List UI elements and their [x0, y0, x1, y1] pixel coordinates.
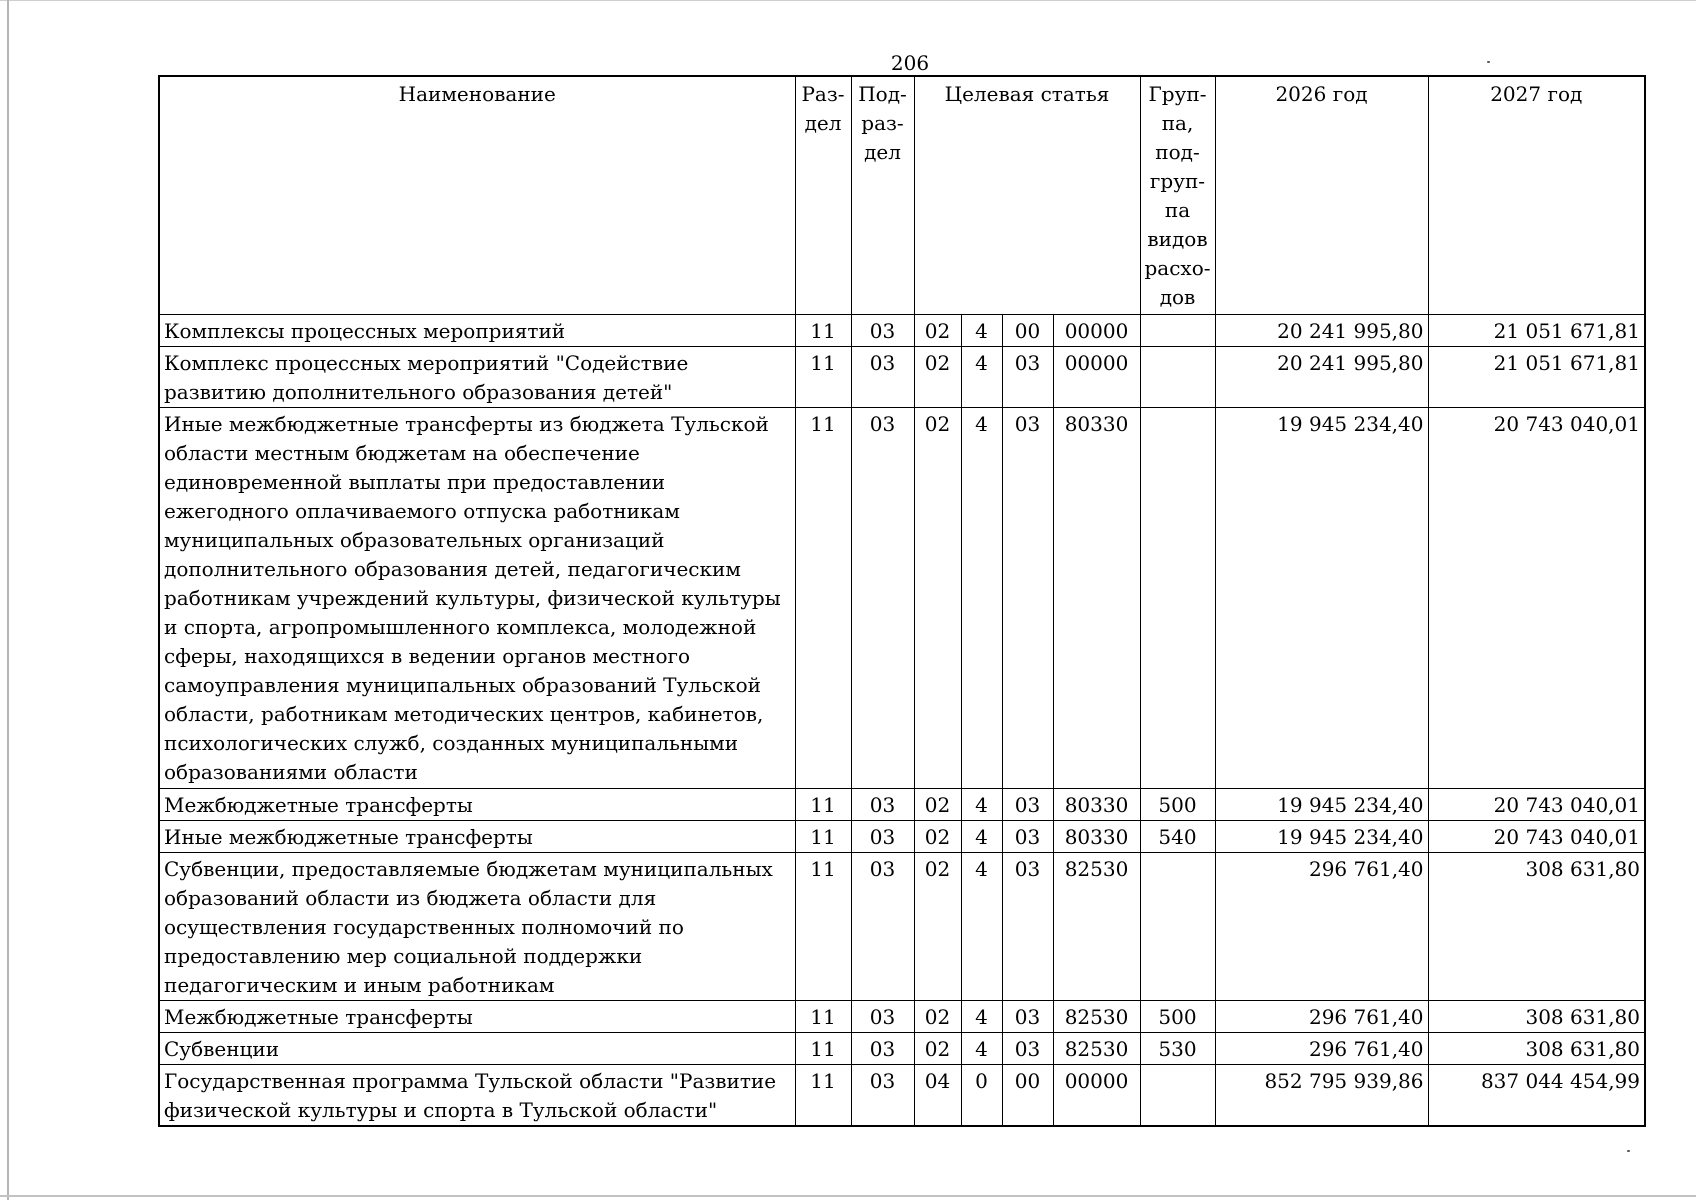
row-amount-2026: 296 761,40 — [1215, 1001, 1428, 1033]
row-razdel: 11 — [795, 1065, 851, 1127]
table-row — [159, 821, 1645, 853]
row-name: Иные межбюджетные трансферты из бюджета Тульской области местным бюджетам на обеспечение единовременной выплаты при предоставлении ежегодного оплачиваемого отпуска работникам муниципальных образовательных организаций дополнительного образования детей, педагогическим работникам учреждений культуры, физической культуры и спорта, агропромышленного комплекса, молодежной сферы, находящихся в ведении органов местного самоуправления муниципальных образований Тульской области, работникам методических центров, кабинетов, психологических служб, созданных муниципальными образованиями области — [159, 408, 795, 789]
row-amount-2026: 19 945 234,40 — [1215, 408, 1428, 789]
row-target-type: 4 — [961, 853, 1002, 1001]
header-group: Груп- па, под- груп- па видов расхо- дов — [1140, 76, 1215, 315]
table-row — [159, 408, 1645, 789]
row-amount-2026: 20 241 995,80 — [1215, 315, 1428, 347]
row-target-direction: 00000 — [1053, 315, 1140, 347]
scan-edge-bottom — [0, 1195, 1696, 1197]
header-target-article: Целевая статья — [914, 76, 1140, 315]
row-amount-2027: 308 631,80 — [1428, 1001, 1645, 1033]
row-podrazdel: 03 — [851, 408, 914, 789]
table-row — [159, 853, 1645, 1001]
row-target-program: 02 — [914, 1033, 961, 1065]
row-amount-2026: 20 241 995,80 — [1215, 347, 1428, 408]
table-row — [159, 1065, 1645, 1127]
row-razdel: 11 — [795, 1033, 851, 1065]
row-target-element: 03 — [1002, 789, 1053, 821]
row-group: 530 — [1140, 1033, 1215, 1065]
row-amount-2026: 296 761,40 — [1215, 1033, 1428, 1065]
row-target-program: 02 — [914, 408, 961, 789]
row-group — [1140, 315, 1215, 347]
table-row — [159, 1033, 1645, 1065]
row-target-element: 03 — [1002, 1001, 1053, 1033]
row-amount-2027: 308 631,80 — [1428, 853, 1645, 1001]
row-target-program: 04 — [914, 1065, 961, 1127]
row-podrazdel: 03 — [851, 1033, 914, 1065]
row-target-element: 00 — [1002, 315, 1053, 347]
row-target-element: 00 — [1002, 1065, 1053, 1127]
scan-speck — [1487, 61, 1490, 63]
row-name: Иные межбюджетные трансферты — [159, 821, 795, 853]
row-name: Межбюджетные трансферты — [159, 789, 795, 821]
table-row — [159, 789, 1645, 821]
row-razdel: 11 — [795, 821, 851, 853]
row-target-type: 4 — [961, 408, 1002, 789]
row-amount-2026: 19 945 234,40 — [1215, 821, 1428, 853]
row-target-direction: 80330 — [1053, 789, 1140, 821]
row-razdel: 11 — [795, 347, 851, 408]
scan-edge-left — [7, 0, 9, 1200]
row-target-program: 02 — [914, 821, 961, 853]
row-amount-2027: 20 743 040,01 — [1428, 408, 1645, 789]
row-group — [1140, 408, 1215, 789]
row-target-type: 4 — [961, 347, 1002, 408]
row-amount-2027: 308 631,80 — [1428, 1033, 1645, 1065]
row-target-program: 02 — [914, 1001, 961, 1033]
row-podrazdel: 03 — [851, 853, 914, 1001]
row-target-direction: 00000 — [1053, 1065, 1140, 1127]
row-target-type: 4 — [961, 315, 1002, 347]
row-target-element: 03 — [1002, 347, 1053, 408]
row-target-direction: 00000 — [1053, 347, 1140, 408]
row-target-program: 02 — [914, 853, 961, 1001]
row-razdel: 11 — [795, 789, 851, 821]
row-target-direction: 82530 — [1053, 1001, 1140, 1033]
row-name: Субвенции — [159, 1033, 795, 1065]
row-group: 500 — [1140, 1001, 1215, 1033]
row-target-direction: 80330 — [1053, 821, 1140, 853]
row-name: Межбюджетные трансферты — [159, 1001, 795, 1033]
row-razdel: 11 — [795, 408, 851, 789]
row-target-element: 03 — [1002, 821, 1053, 853]
header-podrazdel: Под- раз- дел — [851, 76, 914, 315]
row-target-type: 0 — [961, 1065, 1002, 1127]
row-group: 540 — [1140, 821, 1215, 853]
row-target-type: 4 — [961, 1001, 1002, 1033]
row-target-type: 4 — [961, 1033, 1002, 1065]
row-target-direction: 80330 — [1053, 408, 1140, 789]
row-target-program: 02 — [914, 315, 961, 347]
row-target-element: 03 — [1002, 408, 1053, 789]
row-group — [1140, 853, 1215, 1001]
row-amount-2027: 21 051 671,81 — [1428, 347, 1645, 408]
header-razdel: Раз- дел — [795, 76, 851, 315]
row-target-type: 4 — [961, 789, 1002, 821]
row-target-element: 03 — [1002, 853, 1053, 1001]
budget-table — [158, 75, 1646, 1127]
row-target-type: 4 — [961, 821, 1002, 853]
row-amount-2026: 852 795 939,86 — [1215, 1065, 1428, 1127]
row-amount-2026: 19 945 234,40 — [1215, 789, 1428, 821]
row-podrazdel: 03 — [851, 1001, 914, 1033]
header-2026: 2026 год — [1215, 76, 1428, 315]
row-target-direction: 82530 — [1053, 1033, 1140, 1065]
header-name: Наименование — [159, 76, 795, 315]
row-name: Комплексы процессных мероприятий — [159, 315, 795, 347]
row-razdel: 11 — [795, 853, 851, 1001]
row-name: Государственная программа Тульской области "Развитие физической культуры и спорта в Тульской области" — [159, 1065, 795, 1127]
row-amount-2027: 837 044 454,99 — [1428, 1065, 1645, 1127]
row-podrazdel: 03 — [851, 1065, 914, 1127]
scan-edge-top — [0, 0, 1696, 1]
row-amount-2027: 21 051 671,81 — [1428, 315, 1645, 347]
row-podrazdel: 03 — [851, 821, 914, 853]
row-name: Комплекс процессных мероприятий "Содействие развитию дополнительного образования детей" — [159, 347, 795, 408]
row-amount-2027: 20 743 040,01 — [1428, 821, 1645, 853]
row-target-program: 02 — [914, 347, 961, 408]
row-target-program: 02 — [914, 789, 961, 821]
table-header-row — [159, 76, 1645, 315]
row-amount-2027: 20 743 040,01 — [1428, 789, 1645, 821]
row-group: 500 — [1140, 789, 1215, 821]
row-group — [1140, 347, 1215, 408]
row-name: Субвенции, предоставляемые бюджетам муниципальных образований области из бюджета области для осуществления государственных полномочий по предоставлению мер социальной поддержки педагогическим и иным работникам — [159, 853, 795, 1001]
row-razdel: 11 — [795, 1001, 851, 1033]
row-podrazdel: 03 — [851, 789, 914, 821]
row-podrazdel: 03 — [851, 315, 914, 347]
table-row — [159, 315, 1645, 347]
row-target-direction: 82530 — [1053, 853, 1140, 1001]
header-2027: 2027 год — [1428, 76, 1645, 315]
scan-speck — [1627, 1150, 1630, 1152]
row-razdel: 11 — [795, 315, 851, 347]
page-number: 206 — [890, 51, 930, 75]
row-amount-2026: 296 761,40 — [1215, 853, 1428, 1001]
table-row — [159, 1001, 1645, 1033]
row-podrazdel: 03 — [851, 347, 914, 408]
row-target-element: 03 — [1002, 1033, 1053, 1065]
row-group — [1140, 1065, 1215, 1127]
table-row — [159, 347, 1645, 408]
